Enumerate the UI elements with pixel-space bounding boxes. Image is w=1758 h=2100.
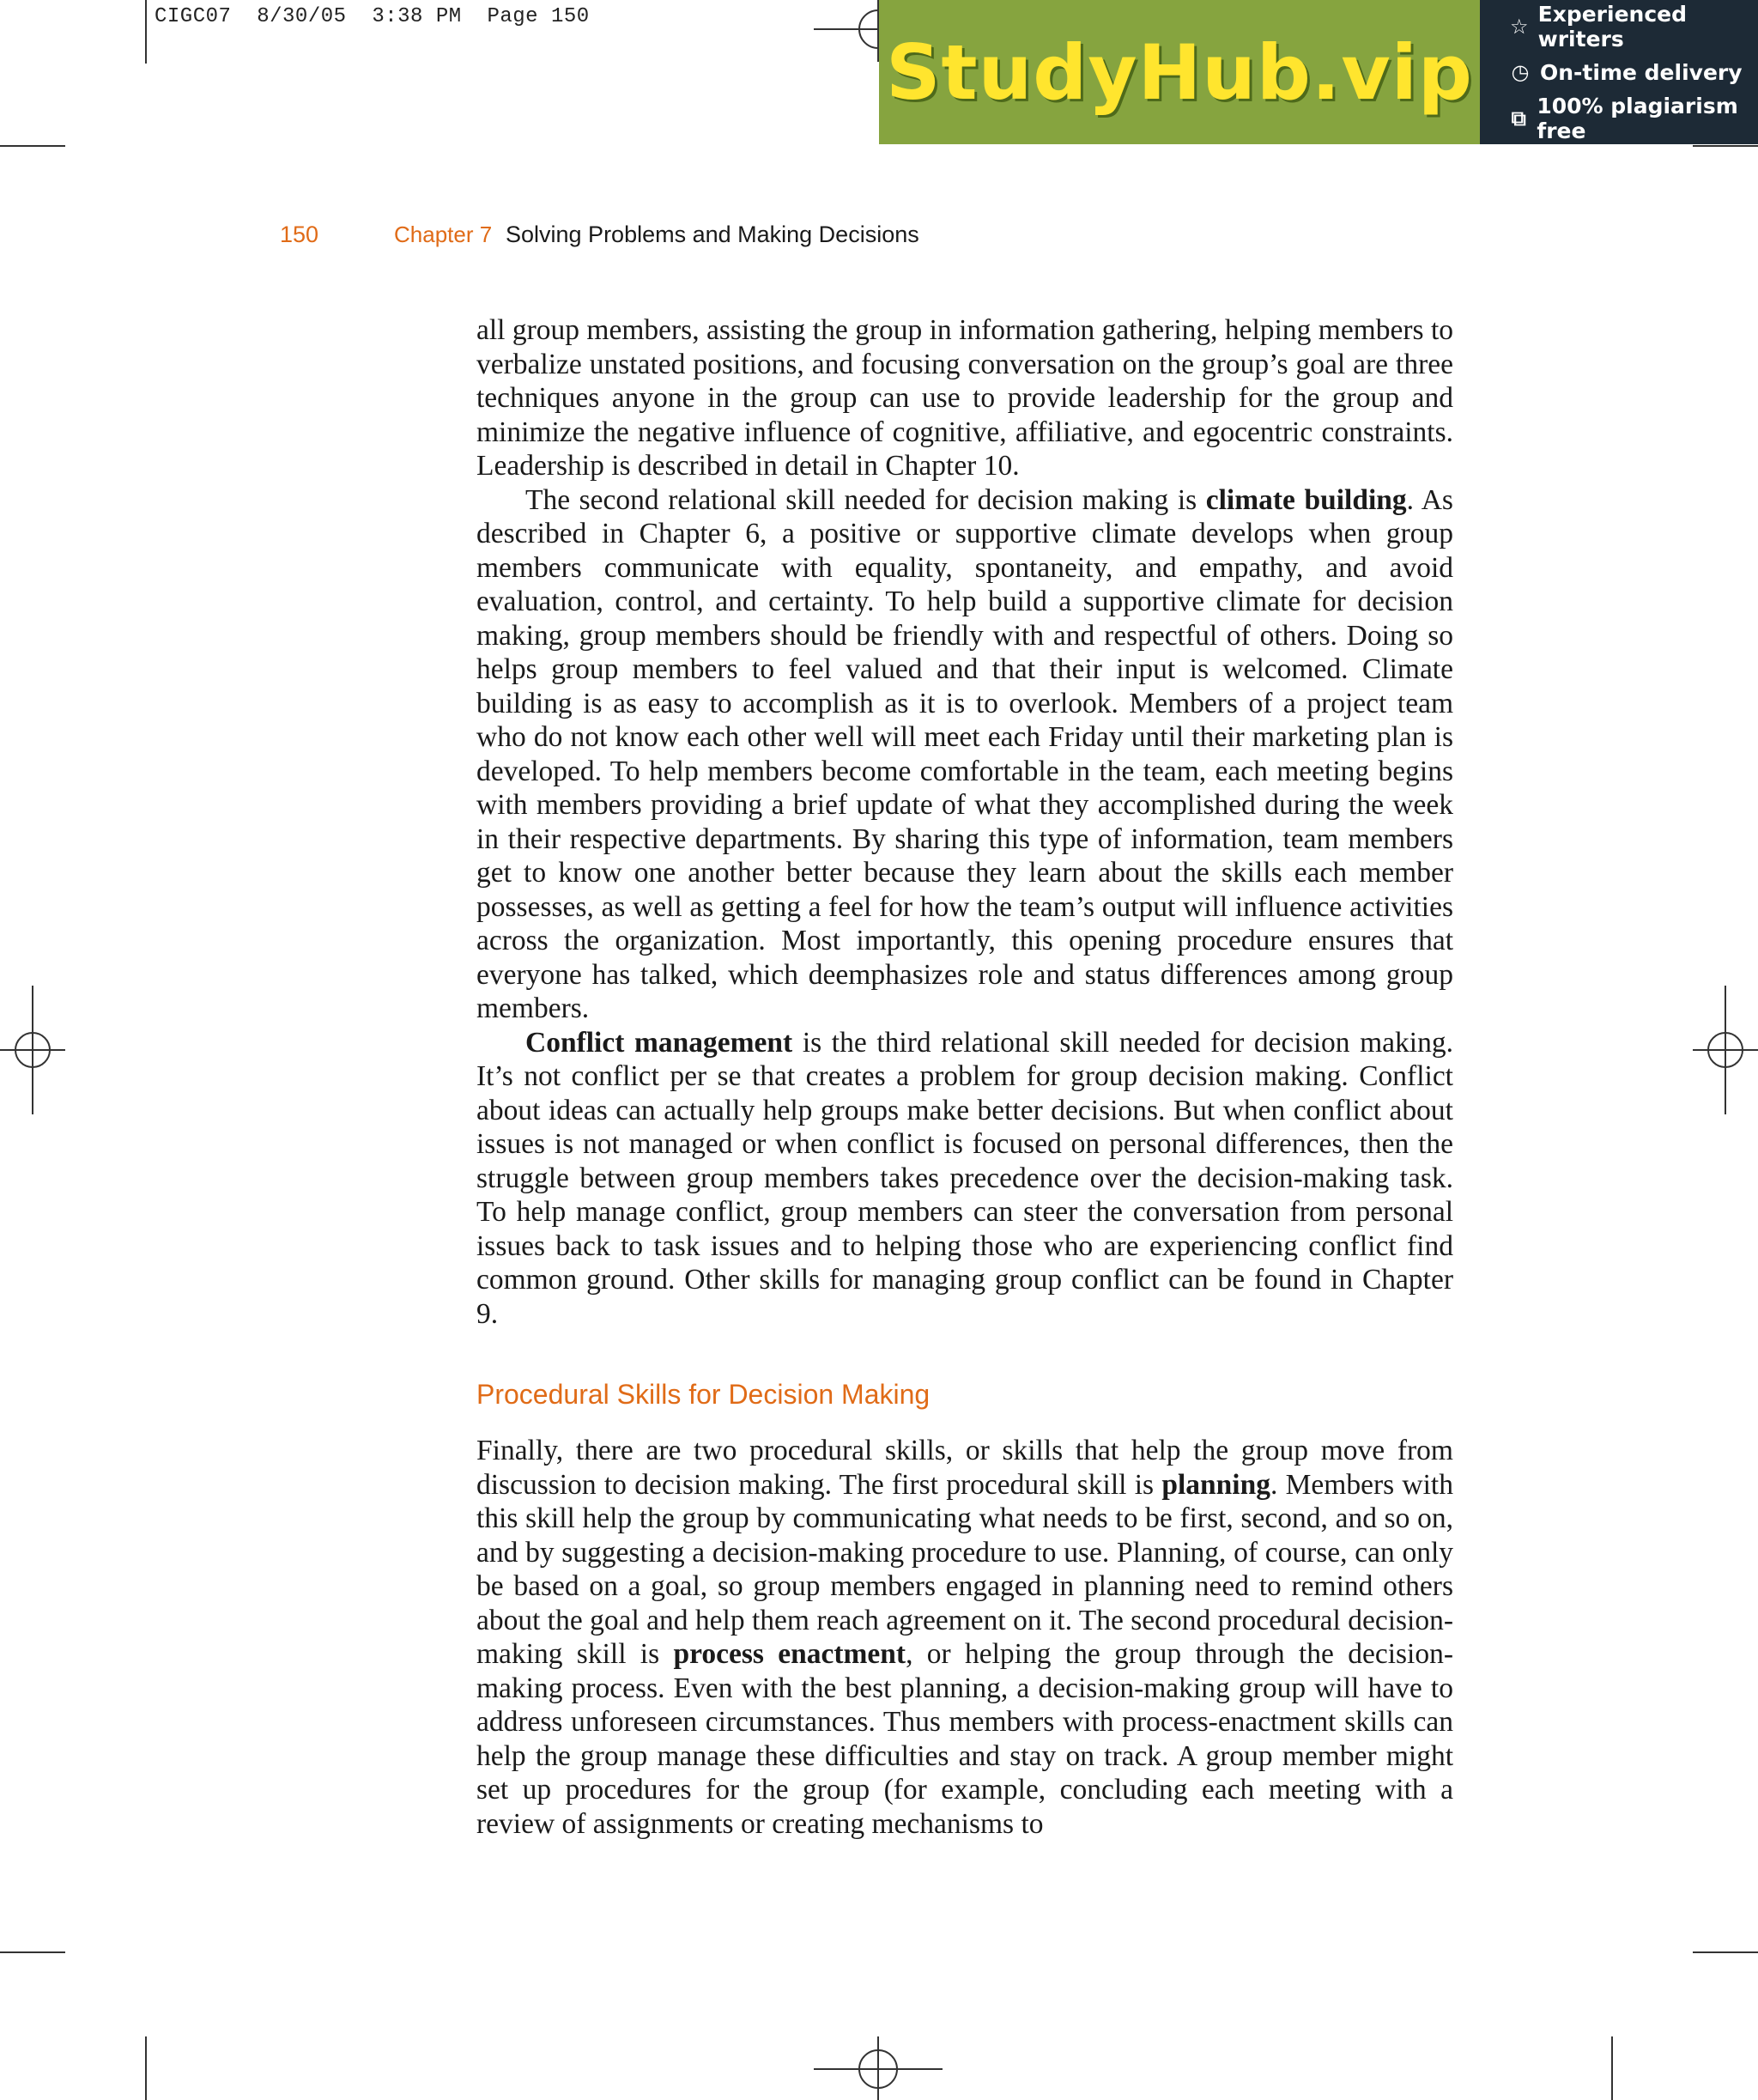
banner-feature [1509,94,1758,143]
banner-brand-logo: StudyHub.vip [886,27,1473,117]
studyhub-banner [879,0,1758,144]
copy-document-icon: ⧉ [1511,106,1526,130]
crop-mark-top-right-horizontal [1693,145,1758,147]
banner-feature-text: On-time delivery [1540,59,1743,85]
banner-feature [1509,2,1758,52]
banner-feature-text: 100% plagiarism free [1537,93,1738,143]
star-outline-icon: ☆ [1510,14,1529,39]
crop-mark-bottom-right-vertical [1611,2036,1613,2100]
chapter-label: Chapter 7 [394,222,493,247]
paragraph-procedural-skills: Finally, there are two procedural skills, or skills that help the group move from discussion to decision making. The first procedural skill is planning. Members with this skill help the group by communicating what needs to be first, second, and so on, and by suggesting a decision-making procedure to use. Planning, of course, can only be based on a goal, so group members engaged in planning need to remind others about the goal and help them reach agreement on it. The second procedural decision-making skill is process enactment, or helping the group through the decision-making process. Even with the best planning, a decision-making group will have to address unforeseen circumstances. Thus members with process-enactment skills can help the group manage these difficulties and stay on track. A group member might set up procedures for the group (for example, concluding each meeting with a review of assignments or creating mechanisms to [476,1435,1454,1840]
printer-slug: CIGC07 8/30/05 3:38 PM Page 150 [155,5,590,28]
banner-feature-text: Experienced writers [1537,1,1688,52]
paragraph-climate-building: The second relational skill needed for decision making is climate building. As described in Chapter 6, a positive or supportive climate develops when group members communicate with equality, spontaneity, and empathy, and avoid evaluation, control, and certainty. To help build a supportive climate for decision making, group members should be friendly with and respectful of others. Doing so helps group members to feel valued and that their input is welcomed. Climate building is as easy to accomplish as it is to overlook. Members of a project team who do not know each other well will meet each Friday until their marketing plan is developed. To help members become comfortable in the team, each meeting begins with members providing a brief update of what they accomplished during the week in their respective departments. By sharing this type of information, team members get to know one another better because they learn about the skills each member possesses, as well as getting a feel for how the team’s output will influence activities across the organization. Most importantly, this opening procedure ensures that everyone has talked, which deemphasizes role and status differences among group members. [476,483,1453,1024]
registration-mark-right-icon [1693,986,1758,1114]
registration-mark-bottom-icon [814,2036,943,2100]
term-process-enactment: process enactment [673,1638,906,1670]
running-head [280,222,1758,252]
term-conflict-management: Conflict management [525,1026,793,1059]
crop-mark-bottom-right-horizontal [1693,1951,1758,1953]
crop-mark-top-left-horizontal [0,145,65,147]
chapter-title: Solving Problems and Making Decisions [506,222,919,247]
term-climate-building: climate building [1205,483,1407,516]
banner-feature [1509,60,1758,85]
body-text [476,313,1453,1841]
paragraph-leadership: all group members, assisting the group in information gathering, helping members to verbalize unstated positions, and focusing conversation on the group’s goal are three techniques anyone in the group can use to provide leadership for the group and minimize the negative influence of cognitive, affiliative, and egocentric constraints. Leadership is described in detail in Chapter 10. [476,314,1453,482]
page-number: 150 [280,222,319,247]
term-planning: planning [1161,1468,1270,1501]
clock-icon: ◷ [1511,60,1530,84]
banner-brand-panel [879,0,1480,144]
banner-features-panel [1480,0,1758,144]
crop-mark-top-left-vertical [145,0,147,64]
paragraph-conflict-management: Conflict management is the third relational skill needed for decision making. It’s not conflict per se that creates a problem for group decision making. Conflict about ideas can actually help groups make better decisions. But when conflict about issues is not managed or when conflict is focused on personal differences, then the struggle between group members takes precedence over the decision-making task. To help manage conflict, group members can steer the conversation from personal issues back to task issues and to helping those who are experiencing conflict find common ground. Other skills for managing group conflict can be found in Chapter 9. [476,1026,1453,1330]
registration-mark-left-icon [0,986,65,1114]
section-heading: Procedural Skills for Decision Making [476,1379,931,1410]
crop-mark-bottom-left-vertical [145,2036,147,2100]
crop-mark-bottom-left-horizontal [0,1951,65,1953]
